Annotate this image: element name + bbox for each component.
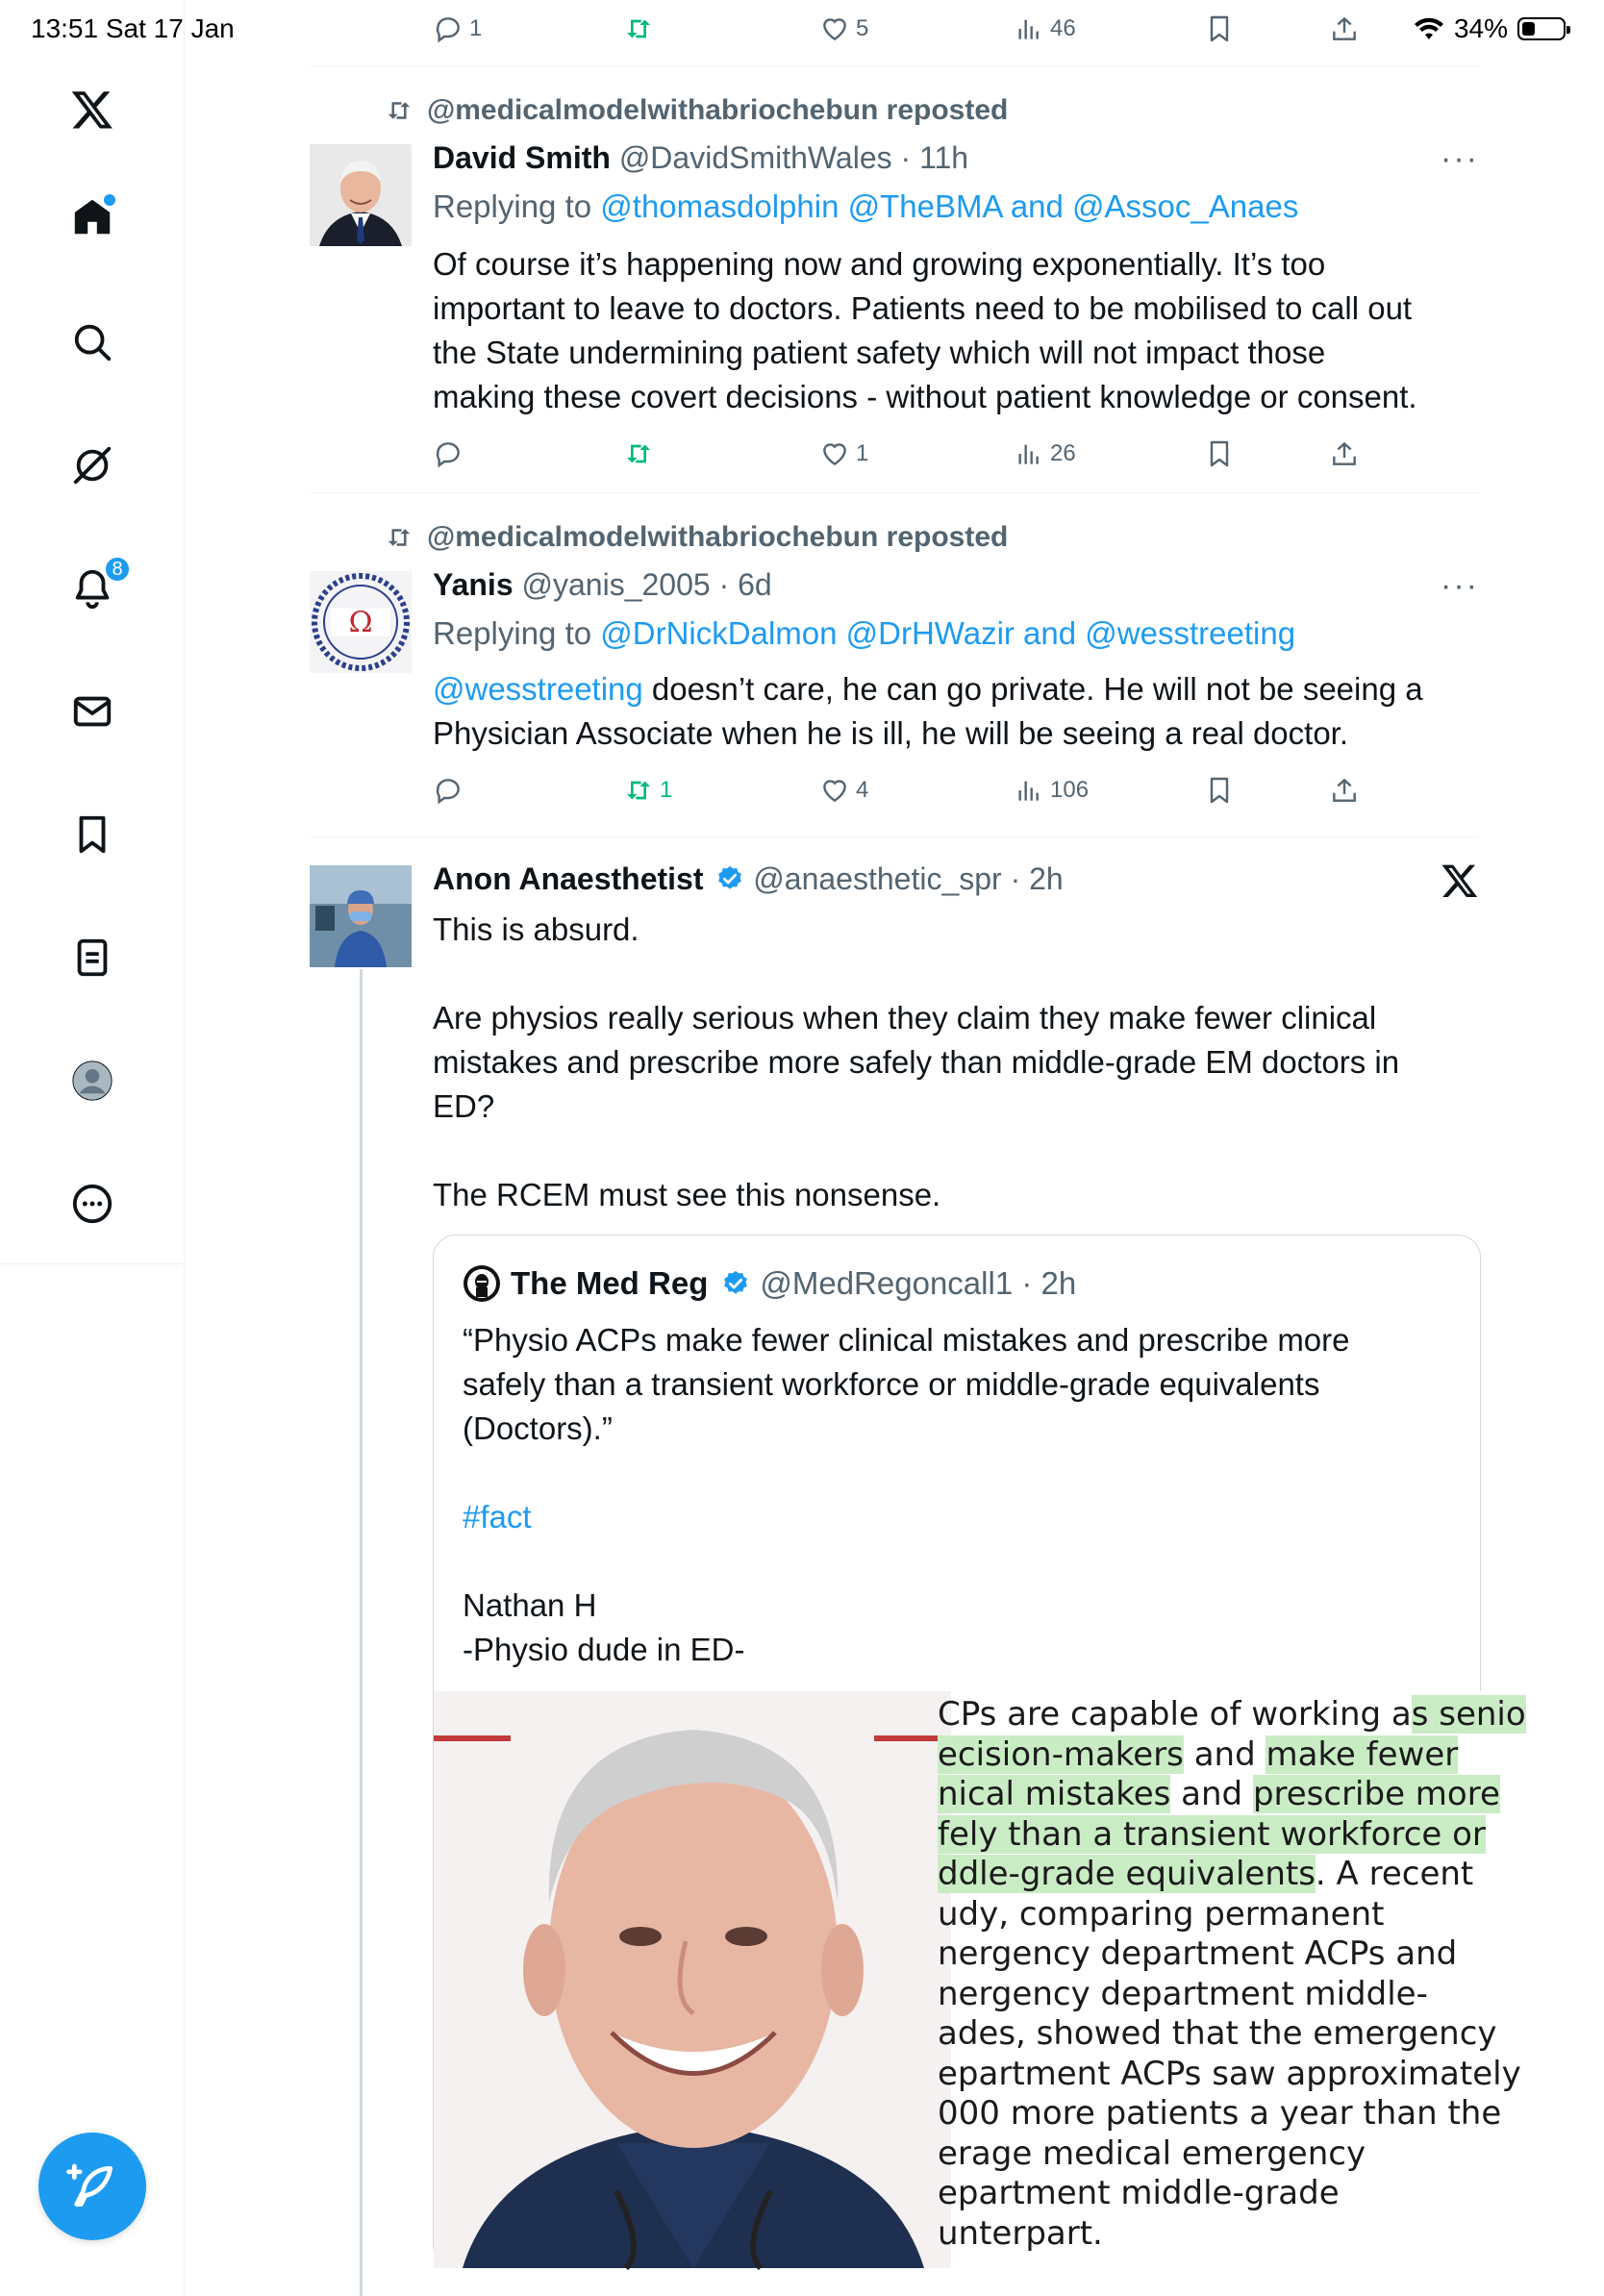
replying-to [433,615,1295,652]
bookmark-icon [1204,438,1235,469]
heart-icon [819,775,850,806]
views-count: 26 [1050,440,1076,466]
search-icon[interactable] [67,317,117,367]
blank-line [433,1129,1481,1173]
document-line [938,2054,1521,2095]
post-text-fragment: doesn’t care, he can go private. He will not be seeing a [642,671,1423,707]
battery-icon [1517,17,1566,40]
document-text [938,1695,1526,2254]
document-line [938,2134,1515,2175]
post-actions [310,435,1271,473]
author-name[interactable]: Yanis [433,567,514,602]
replying-to-prefix: Replying to [433,615,592,651]
document-text-fragment: and [1170,1775,1253,1813]
feed-divider [310,836,1479,837]
status-right [1414,13,1566,44]
post-text-line: Are physios really serious when they claim they make fewer clinical [433,1000,1377,1036]
heart-icon [819,13,850,44]
previous-post-actions [310,10,1271,48]
quote-media[interactable] [434,1691,1526,2268]
post-text-line: Physician Associate when he is ill, he will be seeing a real doctor. [433,715,1349,751]
views-count: 106 [1050,777,1090,803]
document-line [938,1775,1515,1815]
share-button[interactable] [1329,10,1360,48]
quoted-post[interactable] [433,1235,1526,2267]
post-text-line: making these covert decisions - without patient knowledge or consent. [433,379,1417,414]
notifications-badge: 8 [104,556,131,583]
verified-badge-icon [721,1269,750,1298]
author-handle-time[interactable]: @yanis_2005 · 6d [521,567,772,602]
replying-to-prefix: Replying to [433,188,592,224]
x-logo-icon[interactable] [67,85,117,135]
reply-icon [433,438,464,469]
highlighted-text: s senio [1411,1695,1526,1734]
document-text-fragment: udy, comparing permanent [938,1894,1385,1934]
post-text-line: ED? [433,1088,495,1124]
post-text-line: important to leave to doctors. Patients need to be mobilised to call out [433,290,1413,326]
highlighted-text: make fewer [1266,1734,1459,1774]
quote-text [463,1318,1453,1672]
document-line [938,2014,1515,2055]
bookmarks-icon[interactable] [67,810,117,860]
reply-icon [433,775,464,806]
reposted-by-label: @medicalmodelwithabriochebun reposted [427,521,1009,553]
sidebar-divider [0,1263,185,1264]
grok-icon[interactable] [67,440,117,490]
post-text-line: mistakes and prescribe more safely than middle-grade EM doctors in [433,1044,1400,1080]
share-icon [1329,438,1360,469]
reposted-by-label: @medicalmodelwithabriochebun reposted [427,94,1009,126]
repost-icon [623,775,654,806]
document-text-fragment: and [1183,1734,1266,1774]
views-chart-icon [1014,775,1044,806]
reply-count: 1 [469,15,483,41]
repost-indicator-icon [385,96,414,125]
post-author-line [433,140,968,176]
document-text-fragment: nergency department middle- [938,1974,1428,2013]
mention-link[interactable]: @wesstreeting [433,671,643,707]
avatar-omega-glyph: Ω [348,606,373,639]
document-line [938,2214,1515,2255]
more-options-icon[interactable]: ··· [1441,140,1479,177]
post-text [433,667,1481,756]
views-chart-icon [1014,13,1044,44]
home-unread-dot [104,194,115,206]
reply-button[interactable] [433,771,464,810]
like-button[interactable] [819,435,868,473]
document-line [938,1735,1515,1776]
profile-avatar-icon[interactable] [67,1056,117,1106]
bookmark-button[interactable] [1204,435,1235,473]
document-line [938,1815,1515,1856]
document-line [938,2094,1515,2134]
repost-indicator [385,521,1008,554]
replying-to-mentions[interactable]: @thomasdolphin @TheBMA and @Assoc_Anaes [600,188,1299,224]
like-button[interactable] [819,10,868,48]
document-line [938,2174,1515,2214]
wifi-icon [1414,16,1444,41]
portrait-photo[interactable] [434,1691,951,2268]
document-line [938,1895,1515,1935]
bookmark-button[interactable] [1204,771,1235,810]
quote-text-line: (Doctors).” [463,1410,613,1446]
like-count: 5 [856,15,869,41]
document-text-fragment: ades, showed that the emergency [938,2014,1497,2053]
share-button[interactable] [1329,435,1360,473]
post-author-line [433,567,772,603]
heart-icon [819,438,850,469]
feed-divider [310,492,1479,493]
document-text-fragment: . A recent [1315,1855,1474,1893]
blank-line [463,1539,1453,1584]
lists-icon[interactable] [67,933,117,983]
status-time: 13:51 Sat 17 Jan [31,13,235,43]
document-line [938,1695,1526,1735]
post-author-line [433,861,1064,897]
like-button[interactable] [819,771,868,810]
battery-percent: 34% [1453,13,1508,43]
like-count: 4 [856,777,869,803]
repost-button[interactable] [623,10,654,48]
post-text-line: Of course it’s happening now and growing exponentially. It’s too [433,246,1326,282]
verified-badge-icon [715,864,744,893]
highlighted-text: prescribe more [1252,1775,1500,1813]
post-text-line: The RCEM must see this nonsense. [433,1177,941,1212]
document-text-fragment: unterpart. [938,2213,1103,2253]
reply-icon [433,13,464,44]
avatar[interactable] [310,865,412,967]
share-icon [1329,13,1360,44]
repost-button[interactable] [623,435,654,473]
document-text-fragment: nergency department ACPs and [938,1934,1458,1973]
document-text-fragment: CPs are capable of working a [938,1695,1412,1734]
messages-envelope-icon[interactable] [67,686,117,736]
document-text-fragment: epartment ACPs saw approximately [938,2054,1521,2093]
quote-author-handle-time: @MedRegoncall1 · 2h [760,1265,1077,1301]
repost-indicator-icon [385,523,414,552]
views-button[interactable] [1014,771,1089,810]
quote-author-name[interactable]: The Med Reg [511,1265,709,1301]
bookmark-icon [1204,13,1235,44]
post-text-line [433,667,1481,711]
reply-button[interactable] [433,435,464,473]
compose-feather-icon [65,2159,119,2213]
post-actions [310,771,1271,810]
blank-line [463,1451,1453,1495]
thread-line [360,969,363,2296]
replying-to-mentions[interactable]: @DrNickDalmon @DrHWazir and @wesstreeting [600,615,1296,651]
avatar[interactable] [310,571,412,673]
like-count: 1 [856,440,869,466]
compose-post-button[interactable] [38,2133,146,2240]
quote-author-line [463,1264,1076,1303]
highlighted-text: ecision-makers [938,1734,1184,1774]
notifications-bell-icon[interactable] [67,558,123,613]
post-text [433,242,1481,419]
repost-indicator [385,94,1008,127]
repost-count: 1 [660,777,673,803]
post-text-line: the State undermining patient safety which will not impact those [433,335,1326,370]
hashtag-link[interactable]: #fact [463,1499,532,1535]
document-excerpt[interactable] [938,1691,1526,2268]
document-line [938,1934,1515,1975]
document-line [938,1855,1515,1895]
document-line [938,1975,1515,2015]
quote-text-line: safely than a transient workforce or middle-grade equivalents [463,1366,1320,1402]
bookmark-button[interactable] [1204,10,1235,48]
repost-button[interactable] [623,771,672,810]
highlighted-text: fely than a transient workforce or [938,1814,1486,1854]
author-handle-time[interactable]: @DavidSmithWales · 11h [618,140,969,175]
repost-icon [623,438,654,469]
avatar[interactable] [463,1264,501,1303]
author-handle-time[interactable]: @anaesthetic_spr · 2h [753,861,1064,896]
avatar[interactable] [310,144,412,246]
post-text-line: This is absurd. [433,911,639,947]
quote-text-line: -Physio dude in ED- [463,1632,745,1667]
highlighted-text: ddle-grade equivalents [938,1855,1316,1893]
quote-text-line: “Physio ACPs make fewer clinical mistakes and prescribe more [463,1322,1350,1358]
repost-icon [623,13,654,44]
home-icon[interactable] [67,192,117,242]
views-button[interactable] [1014,10,1076,48]
more-options-icon[interactable] [67,1179,117,1229]
highlighted-text: nical mistakes [938,1775,1171,1813]
replying-to [433,188,1298,225]
author-name[interactable]: Anon Anaesthetist [433,861,704,896]
bookmark-icon [1204,775,1235,806]
feed-divider [310,65,1479,66]
blank-line [433,952,1481,996]
reply-button[interactable] [433,10,482,48]
author-name[interactable]: David Smith [433,140,611,175]
views-chart-icon [1014,438,1044,469]
document-text-fragment: epartment middle-grade [938,2174,1340,2212]
views-count: 46 [1050,15,1076,41]
x-logo-icon[interactable] [1441,861,1479,900]
document-text-fragment: 000 more patients a year than the [938,2094,1502,2133]
more-options-icon[interactable]: ··· [1441,567,1479,604]
quote-text-line: Nathan H [463,1587,597,1623]
share-button[interactable] [1329,771,1360,810]
views-button[interactable] [1014,435,1076,473]
post-text [433,908,1481,1217]
share-icon [1329,775,1360,806]
document-text-fragment: erage medical emergency [938,2134,1366,2173]
sidebar [0,0,185,2296]
